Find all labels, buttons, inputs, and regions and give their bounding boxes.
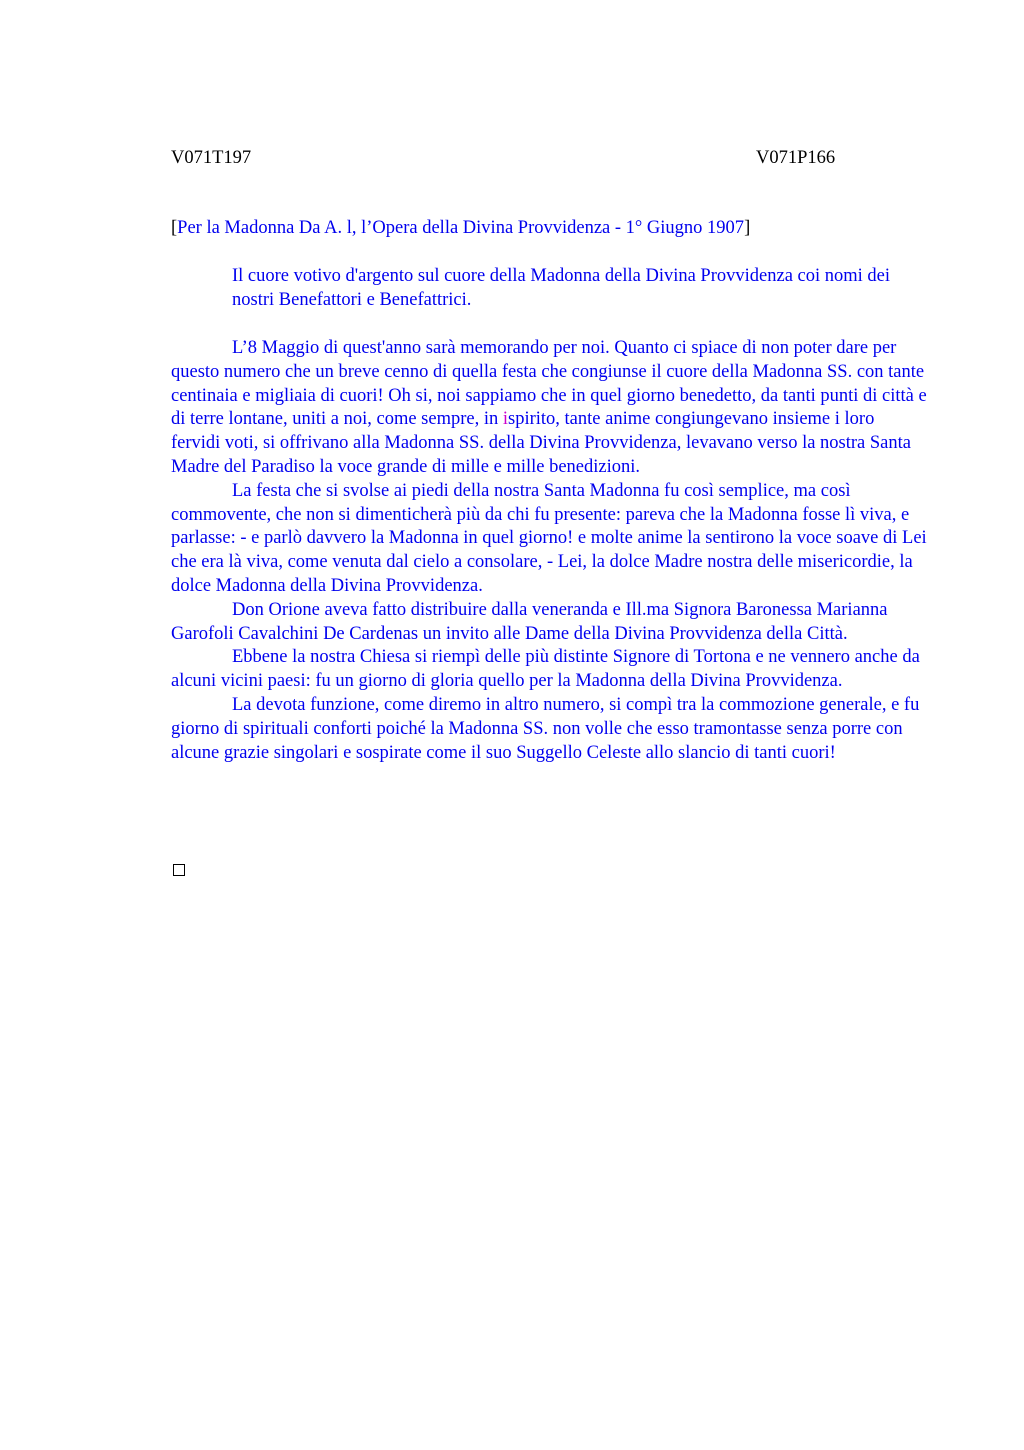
empty-square-icon [173, 864, 185, 876]
paragraph-1-text-b: spirito, tante anime congiungevano insieme i loro fervidi voti, si offrivano alla Madonna SS. della Divina Provvidenza, levavano verso la nostra Santa Madre del Paradiso la voce grande di mille e mille benedizioni. [171, 409, 911, 477]
paragraph-2: La festa che si svolse ai piedi della nostra Santa Madonna fu così semplice, ma così commovente, che non si dimenticherà più da chi fu presente: pareva che la Madonna fosse lì viva, e parlasse: - e parlò davvero la Madonna in quel giorno! e molte anime la sentirono la voce soave di Lei che era là viva, come venuta dal cielo a consolare, - Lei, la dolce Madre nostra delle misericordie, la dolce Madonna della Divina Provvidenza. [171, 480, 927, 596]
article-body [171, 337, 928, 765]
document-code-left: V071T197 [171, 148, 252, 168]
page-code-right: V071P166 [756, 148, 836, 168]
title-open-bracket: [ [171, 218, 178, 238]
paragraph-4: Ebbene la nostra Chiesa si riempì delle più distinte Signore di Tortona e ne vennero anche da alcuni vicini paesi: fu un giorno di gloria quello per la Madonna della Divina Provvidenza. [171, 647, 920, 692]
document-page [171, 0, 931, 1450]
paragraph-3: Don Orione aveva fatto distribuire dalla veneranda e Ill.ma Signora Baronessa Marianna Garofoli Cavalchini De Cardenas un invito alle Dame della Divina Provvidenza della Città. [171, 599, 888, 644]
title-close-bracket: ] [744, 218, 751, 238]
paragraph-1-text-a: L’8 Maggio di quest'anno sarà memorando per noi. Quanto ci spiace di non poter dare per questo numero che un breve cenno di quella festa che congiunse il cuore della Madonna SS. con tante centinaia e migliaia di cuori! Oh si, noi sappiamo che in quel giorno benedetto, da tanti punti di città e di terre lontane, uniti a noi, come sempre, in [171, 338, 927, 430]
paragraph-1-accent-letter: i [502, 409, 509, 430]
document-subtitle: Il cuore votivo d'argento sul cuore della Madonna della Divina Provvidenza coi nomi dei nostri Benefattori e Benefattrici. [232, 266, 891, 310]
paragraph-5: La devota funzione, come diremo in altro numero, si compì tra la commozione generale, e fu giorno di spirituali conforti poiché la Madonna SS. non volle che esso tramontasse senza porre con alcune grazie singolari e sospirate come il suo Suggello Celeste allo slancio di tanti cuori! [171, 694, 920, 763]
title-text: Per la Madonna Da A. l, l’Opera della Divina Provvidenza - 1° Giugno 1907 [177, 218, 745, 238]
document-title [171, 217, 750, 241]
paragraph-1 [171, 337, 928, 480]
